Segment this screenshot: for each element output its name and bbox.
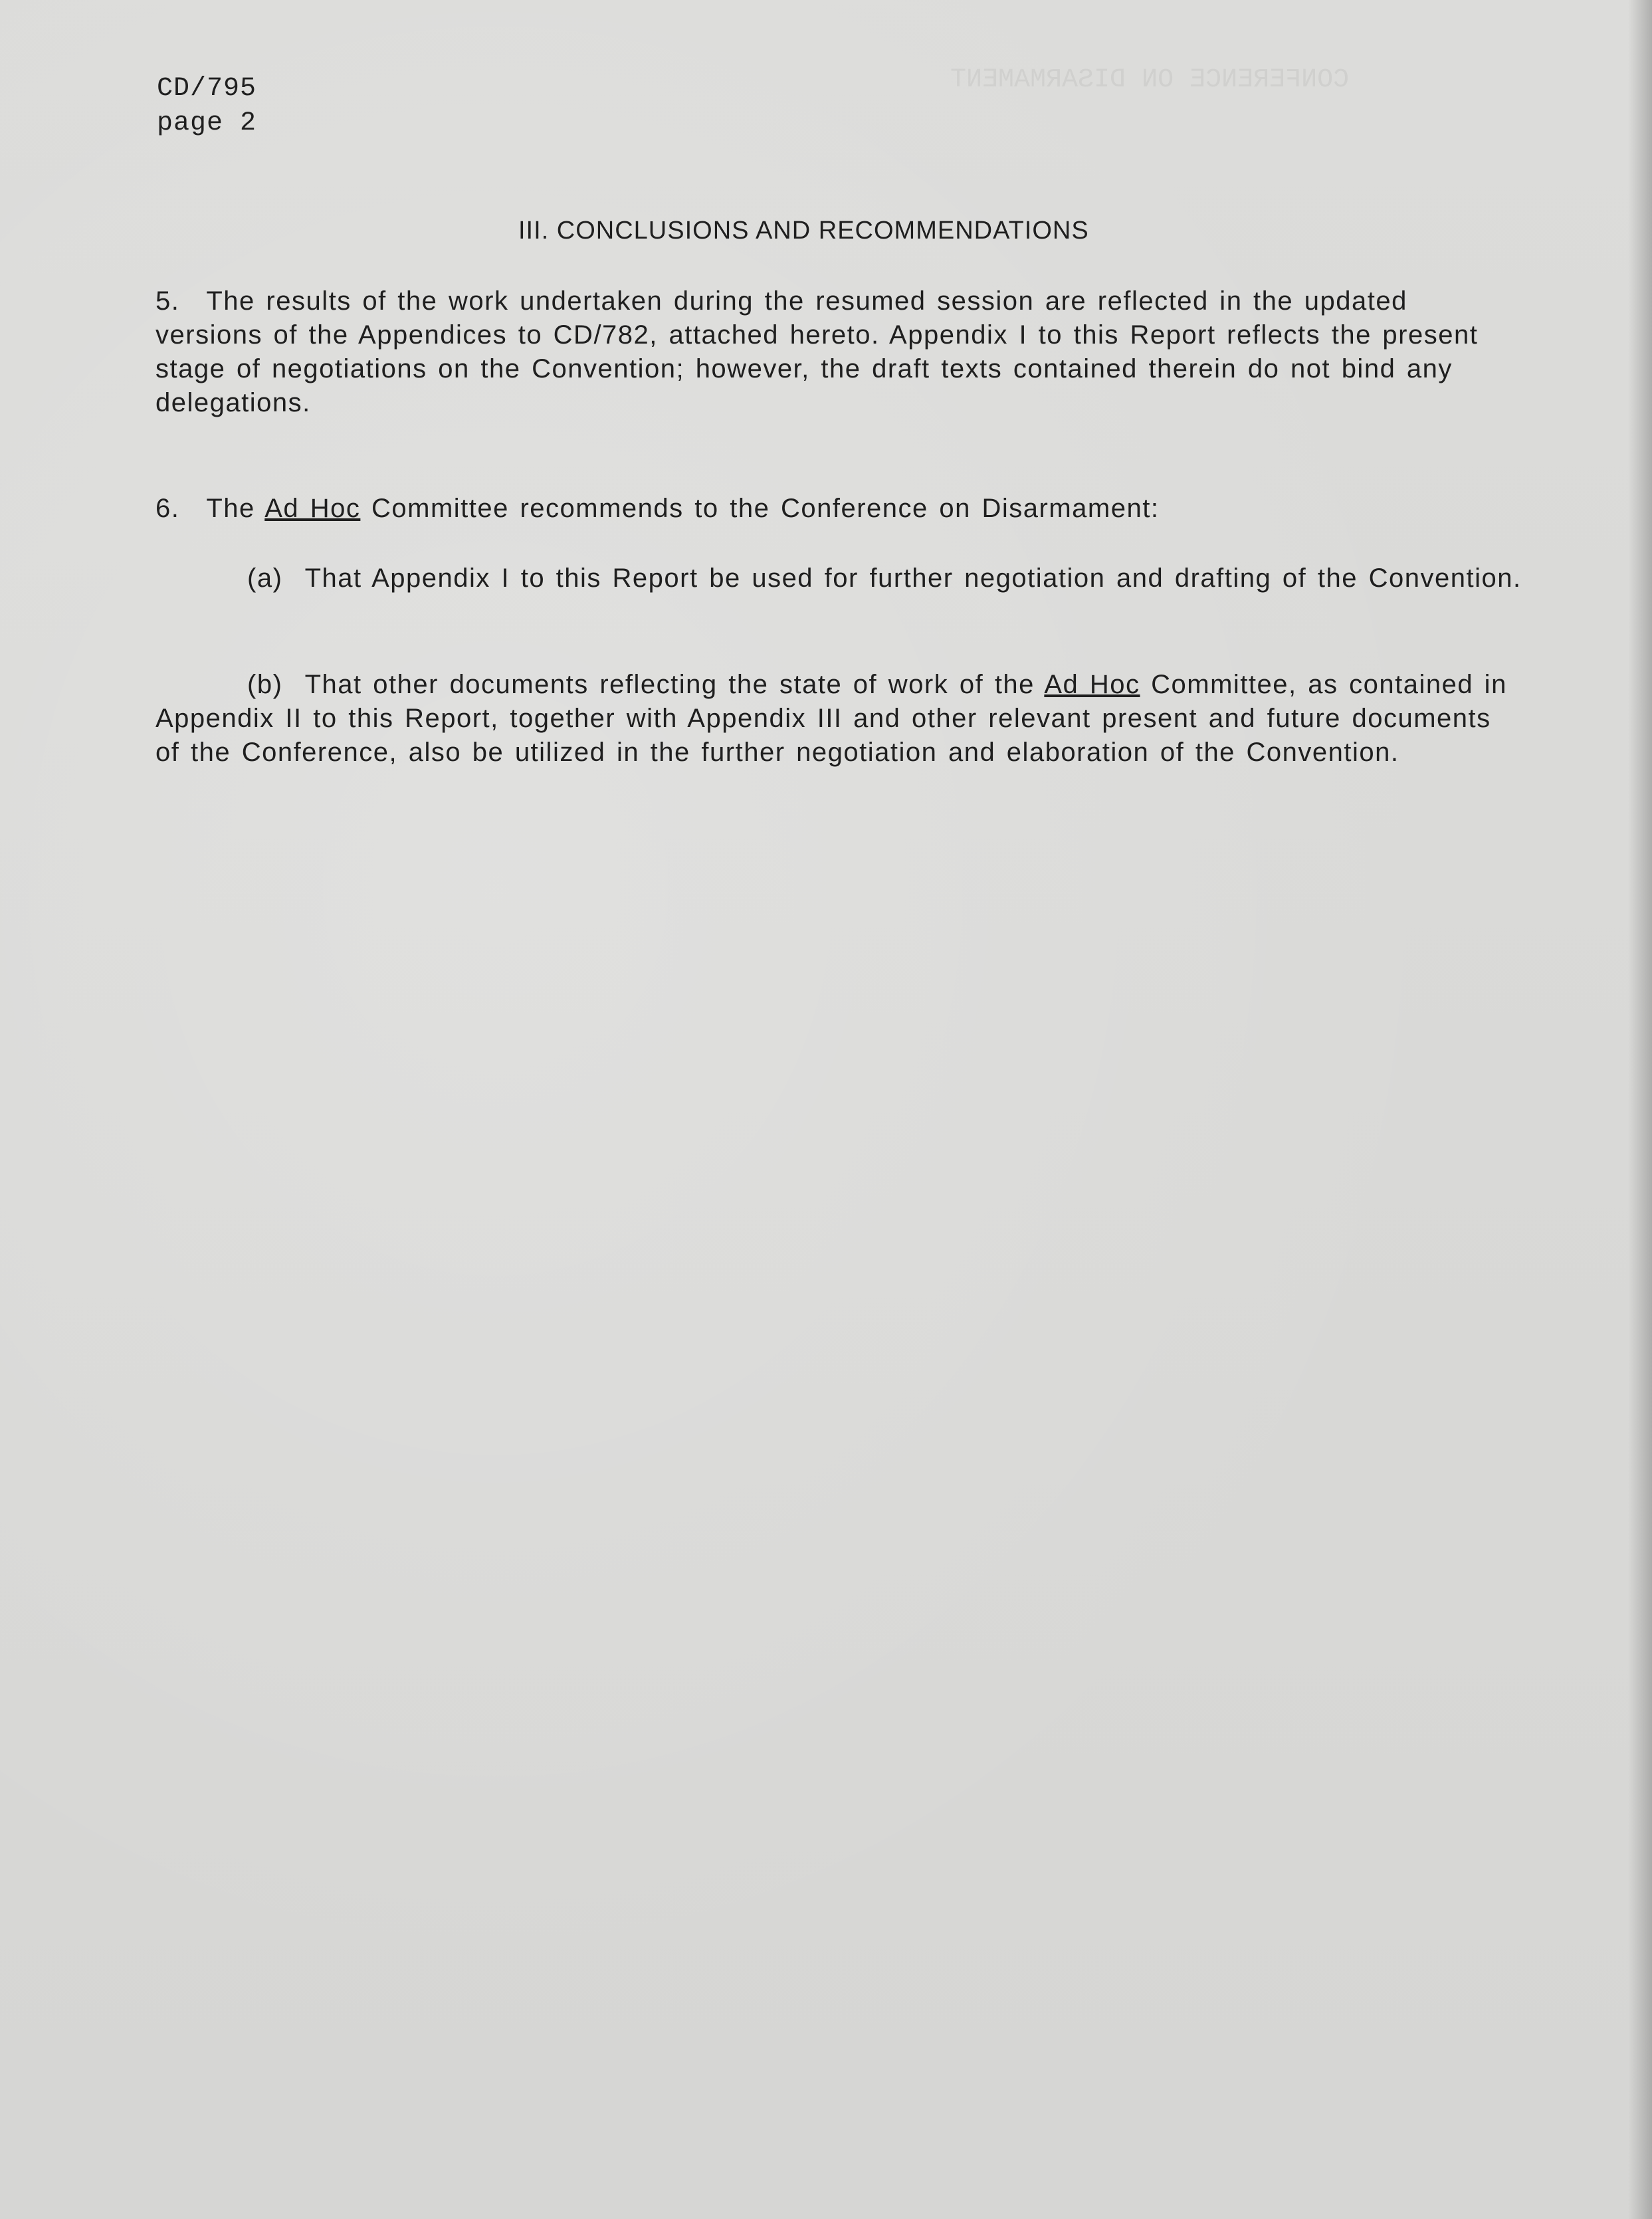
item-label: (a): [247, 564, 283, 593]
item-label: (b): [247, 670, 283, 699]
recommendation-a: [155, 562, 1524, 595]
item-text-start: That other documents reflecting the state of work of the: [304, 670, 1045, 699]
bleed-through-text: CONFERENCE ON DISARMAMENT: [950, 65, 1350, 95]
paragraph-text-start: The: [206, 494, 265, 523]
paragraph-6: [155, 492, 1524, 526]
paragraph-number: 6.: [155, 494, 180, 523]
page-number: page 2: [157, 108, 257, 138]
paragraph-number: 5.: [155, 286, 180, 316]
paragraph-5: [155, 284, 1524, 420]
ad-hoc-underlined: Ad Hoc: [264, 494, 361, 523]
item-text-end: Committee, as contained in Appendix II to this Report, together with Appendix III and other relevant present and future documents of the Conference, also be utilized in the further negotiation and elaboration of the Convention.: [155, 670, 1507, 767]
recommendation-b: [155, 668, 1524, 770]
item-text: That Appendix I to this Report be used for further negotiation and drafting of the Convention.: [304, 564, 1522, 593]
section-heading: III. CONCLUSIONS AND RECOMMENDATIONS: [518, 217, 1089, 245]
document-header: [157, 72, 257, 141]
page-edge-shadow: [1628, 0, 1652, 2219]
ad-hoc-underlined: Ad Hoc: [1044, 670, 1140, 699]
paragraph-text: The results of the work undertaken during the resumed session are reflected in the updated versions of the Appendices to CD/782, attached hereto. Appendix I to this Report reflects the present stage of negotiations on the Convention; however, the draft texts contained therein do not bind any delegations.: [155, 286, 1479, 417]
document-symbol: CD/795: [157, 74, 257, 104]
paragraph-text-end: Committee recommends to the Conference on Disarmament:: [360, 494, 1160, 523]
